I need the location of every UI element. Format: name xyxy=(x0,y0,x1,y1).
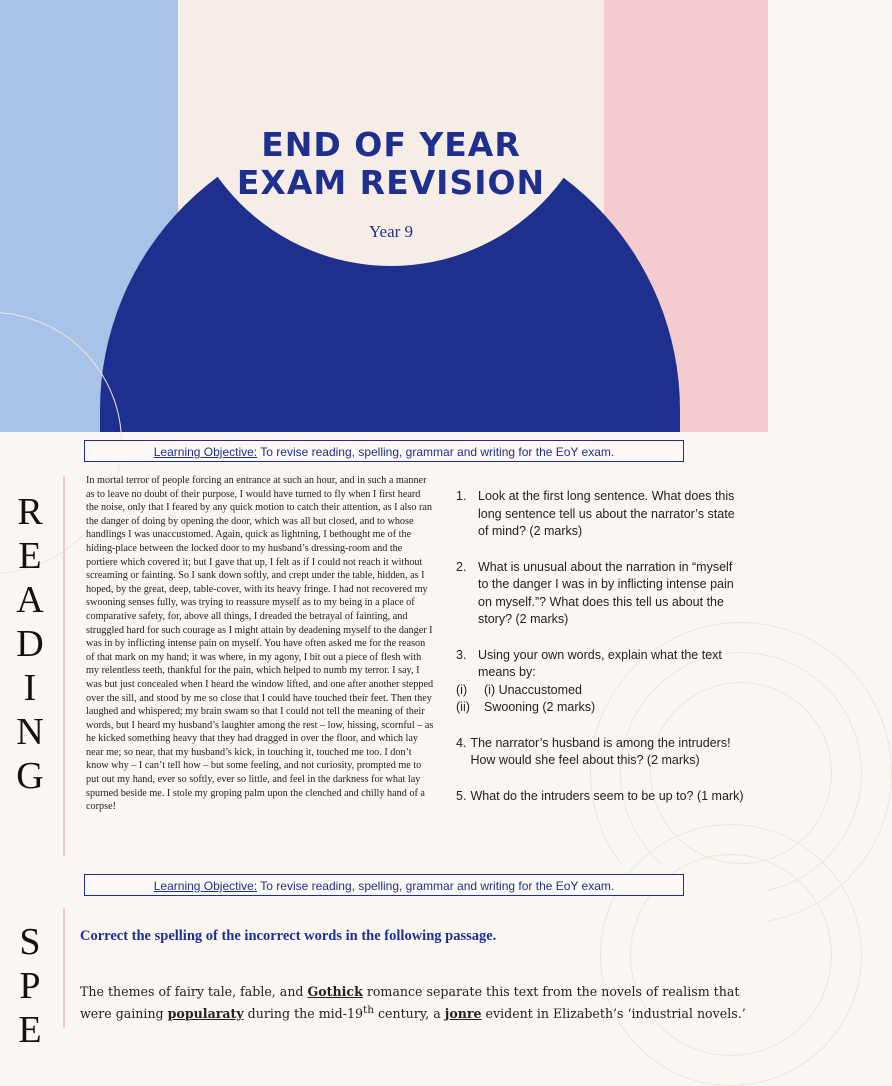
question-4: 4. The narrator’s husband is among the intruders! How would she feel about this? (2 marks) xyxy=(456,735,731,767)
divider-line xyxy=(63,476,65,856)
misspelled-word: Gothick xyxy=(307,984,363,999)
spelling-instruction: Correct the spelling of the incorrect words in the following passage. xyxy=(80,928,497,944)
question-3-part-ii: (ii) Swooning (2 marks) xyxy=(456,700,596,714)
question-list xyxy=(456,488,744,805)
question-2: 2. What is unusual about the narration in “myself to the danger I was in by inflicting intense pain on myself.”? What does this tell us about the story? (2 marks) xyxy=(456,559,734,626)
reading-passage: In mortal terror of people forcing an entrance at such an hour, and in such a manner as to leave no doubt of their purpose, I would have turned to fly when I first heard the noise, only that I feared by any quick motion to catch their attention, as I also ran the danger of doing by opening the door, which was all but closed, and to whose handlings I was unaccustomed. Again, quick as lightning, I bethought me of the hiding-place between the locked door to my husband’s dressing-room and the portiere which covered it; but I gave that up, I felt as if I could not reach it without screaming or fainting. So I sank down softly, and crept under the table, hidden, as I hoped, by the great, deep, table-cover, with its heavy fringe. I had not recovered my swooning senses fully, was trying to reassure myself as to my being in a place of comparative safety, for, above all things, I dreaded the betrayal of fainting, and struggled hard for such courage as I might attain by deadening myself to the danger I was in by inflicting intense pain on myself. You have often asked me for the reason of that mark on my hand; it was where, in my agony, I bit out a piece of flesh with my relentless teeth, thankful for the pain, which helped to numb my terror. I say, I was but just concealed when I heard the window lifted, and one after another stepped over the sill, and stood by me so close that I could have touched their feet. Then they laughed and whispered; my brain swam so that I could not tell the meaning of their words, but I heard my husband’s laughter among the rest – low, hissing, scornful – as he kicked something heavy that they had dragged in over the floor, and which lay near me; so near, that my husband’s kick, in touching it, touched me too. I don’t know why – I can’t tell how – but some feeling, and not curiosity, prompted me to put out my hand, ever so softly, ever so little, and feel in the darkness for what lay spurned beside me. I stole my groping palm upon the clenched and chilly hand of a corpse! xyxy=(86,475,434,813)
learning-objective: Learning Objective: To revise reading, spelling, grammar and writing for the EoY exam. xyxy=(84,874,684,896)
spelling-slide xyxy=(0,864,768,1051)
spelling-vertical-heading: S P E xyxy=(18,921,42,1051)
misspelled-word: popularaty xyxy=(167,1006,244,1022)
divider-line xyxy=(63,908,65,1028)
page-title: END OF YEAR EXAM REVISION xyxy=(236,125,546,202)
reading-vertical-heading: R E A D I N G xyxy=(16,491,44,797)
spelling-passage: The themes of fairy tale, fable, and Gothick romance separate this text from the novels of realism that were gaining popularaty during the mid-19th century, a jonre evident in Elizabeth’s ‘industrial novels.’ xyxy=(80,984,746,1022)
question-5: 5. What do the intruders seem to be up to? (1 mark) xyxy=(456,788,744,803)
question-1: 1. Look at the first long sentence. What does this long sentence tell us about the narrator’s state of mind? (2 marks) xyxy=(456,489,735,538)
reading-slide xyxy=(0,432,768,864)
year-subtitle: Year 9 xyxy=(368,222,414,241)
question-3: 3. Using your own words, explain what the text means by: xyxy=(456,647,722,679)
misspelled-word: jonre xyxy=(444,1006,482,1022)
title-slide xyxy=(0,0,768,432)
question-3-part-i: (i) (i) Unaccustomed xyxy=(456,682,582,697)
learning-objective: Learning Objective: To revise reading, spelling, grammar and writing for the EoY exam. xyxy=(84,440,684,462)
